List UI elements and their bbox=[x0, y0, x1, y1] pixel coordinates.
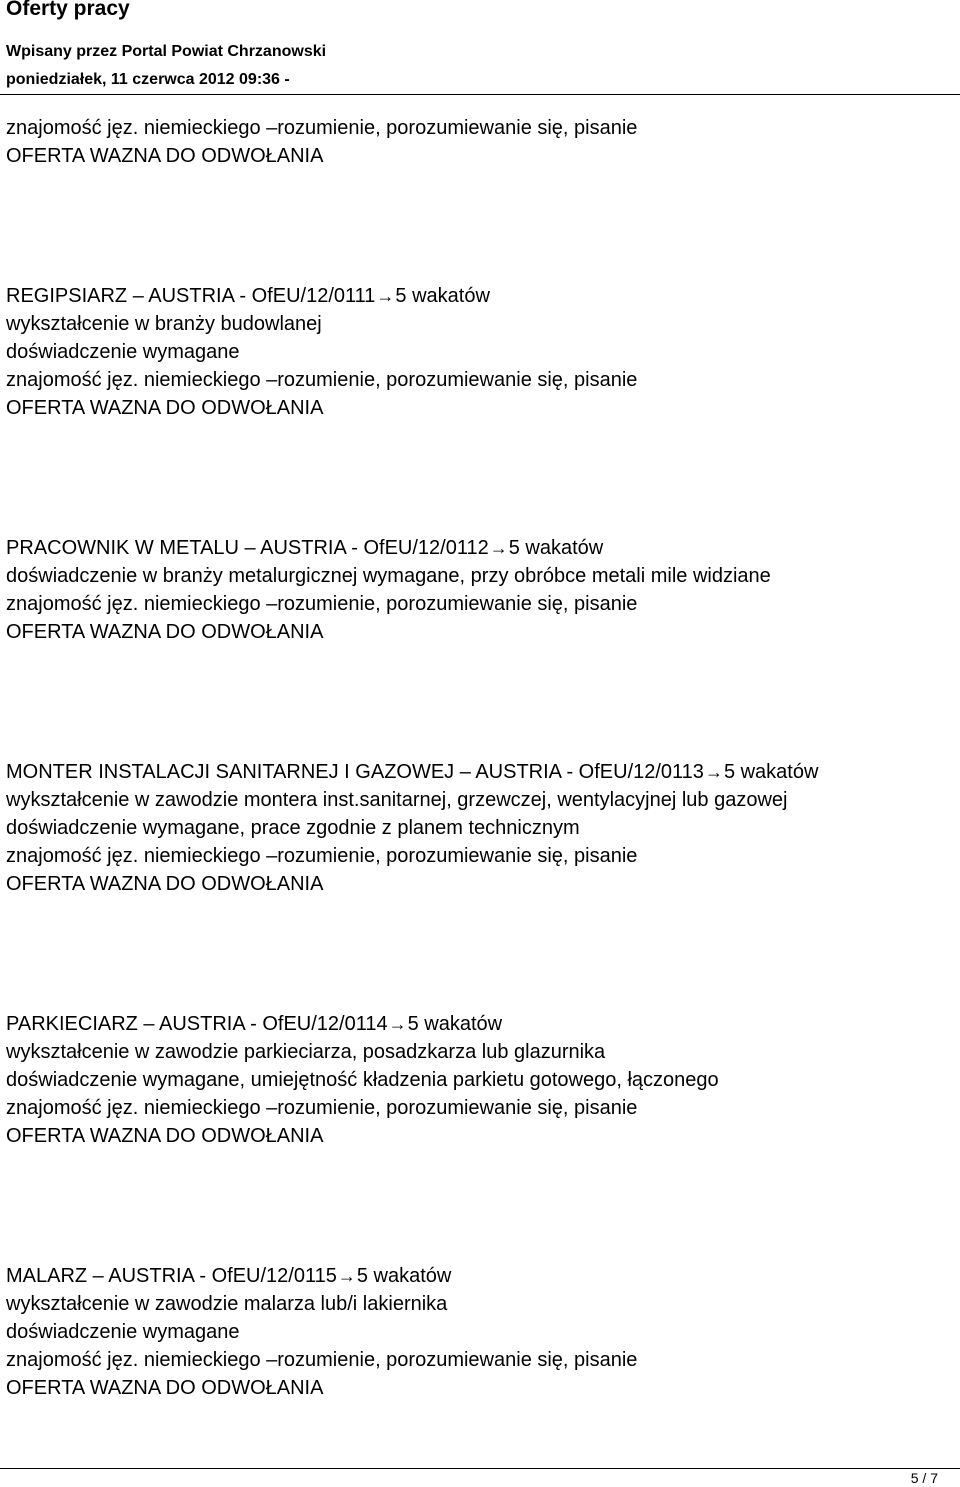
footer-rule bbox=[0, 1468, 960, 1469]
header-rule bbox=[0, 94, 960, 95]
offer-valid: OFERTA WAZNA DO ODWOŁANIA bbox=[6, 1125, 324, 1147]
offer-valid: OFERTA WAZNA DO ODWOŁANIA bbox=[6, 873, 324, 895]
arrow-icon: → bbox=[388, 1014, 407, 1034]
arrow-icon: → bbox=[376, 286, 395, 306]
arrow-icon: → bbox=[704, 762, 723, 782]
offer-detail: wykształcenie w branży budowlanej bbox=[6, 313, 322, 335]
offer-language: znajomość jęz. niemieckiego –rozumienie, porozumiewanie się, pisanie bbox=[6, 593, 638, 615]
offer-detail: doświadczenie wymagane bbox=[6, 1321, 240, 1343]
intro-valid: OFERTA WAZNA DO ODWOŁANIA bbox=[6, 145, 324, 167]
intro-language: znajomość jęz. niemieckiego –rozumienie, porozumiewanie się, pisanie bbox=[6, 117, 638, 139]
offer-detail: wykształcenie w zawodzie malarza lub/i lakiernika bbox=[6, 1293, 448, 1315]
offer-detail: doświadczenie wymagane, umiejętność kładzenia parkietu gotowego, łączonego bbox=[6, 1069, 719, 1091]
offer-language: znajomość jęz. niemieckiego –rozumienie, porozumiewanie się, pisanie bbox=[6, 1349, 638, 1371]
offer-language: znajomość jęz. niemieckiego –rozumienie, porozumiewanie się, pisanie bbox=[6, 369, 638, 391]
offer-detail: doświadczenie wymagane, prace zgodnie z planem technicznym bbox=[6, 817, 580, 839]
offer-heading: MONTER INSTALACJI SANITARNEJ I GAZOWEJ – AUSTRIA - OfEU/12/0113→5 wakatów bbox=[6, 761, 819, 783]
offer-detail: wykształcenie w zawodzie montera inst.sanitarnej, grzewczej, wentylacyjnej lub gazowej bbox=[6, 789, 788, 811]
arrow-icon: → bbox=[337, 1266, 356, 1286]
page-number: 5 / 7 bbox=[910, 1470, 938, 1486]
date-line: poniedziałek, 11 czerwca 2012 09:36 - bbox=[6, 71, 290, 88]
offer-valid: OFERTA WAZNA DO ODWOŁANIA bbox=[6, 1377, 324, 1399]
arrow-icon: → bbox=[489, 538, 508, 558]
offer-heading: MALARZ – AUSTRIA - OfEU/12/0115→5 wakatów bbox=[6, 1265, 452, 1287]
offer-valid: OFERTA WAZNA DO ODWOŁANIA bbox=[6, 397, 324, 419]
offer-detail: doświadczenie w branży metalurgicznej wymagane, przy obróbce metali mile widziane bbox=[6, 565, 771, 587]
offer-detail: wykształcenie w zawodzie parkieciarza, posadzkarza lub glazurnika bbox=[6, 1041, 606, 1063]
author-line: Wpisany przez Portal Powiat Chrzanowski bbox=[6, 43, 327, 60]
offer-heading: PARKIECIARZ – AUSTRIA - OfEU/12/0114→5 wakatów bbox=[6, 1013, 503, 1035]
offer-language: znajomość jęz. niemieckiego –rozumienie, porozumiewanie się, pisanie bbox=[6, 845, 638, 867]
offer-detail: doświadczenie wymagane bbox=[6, 341, 240, 363]
offer-heading: REGIPSIARZ – AUSTRIA - OfEU/12/0111→5 wakatów bbox=[6, 285, 490, 307]
page-title: Oferty pracy bbox=[6, 0, 130, 20]
offer-heading: PRACOWNIK W METALU – AUSTRIA - OfEU/12/0112→5 wakatów bbox=[6, 537, 604, 559]
offer-language: znajomość jęz. niemieckiego –rozumienie, porozumiewanie się, pisanie bbox=[6, 1097, 638, 1119]
offer-valid: OFERTA WAZNA DO ODWOŁANIA bbox=[6, 621, 324, 643]
